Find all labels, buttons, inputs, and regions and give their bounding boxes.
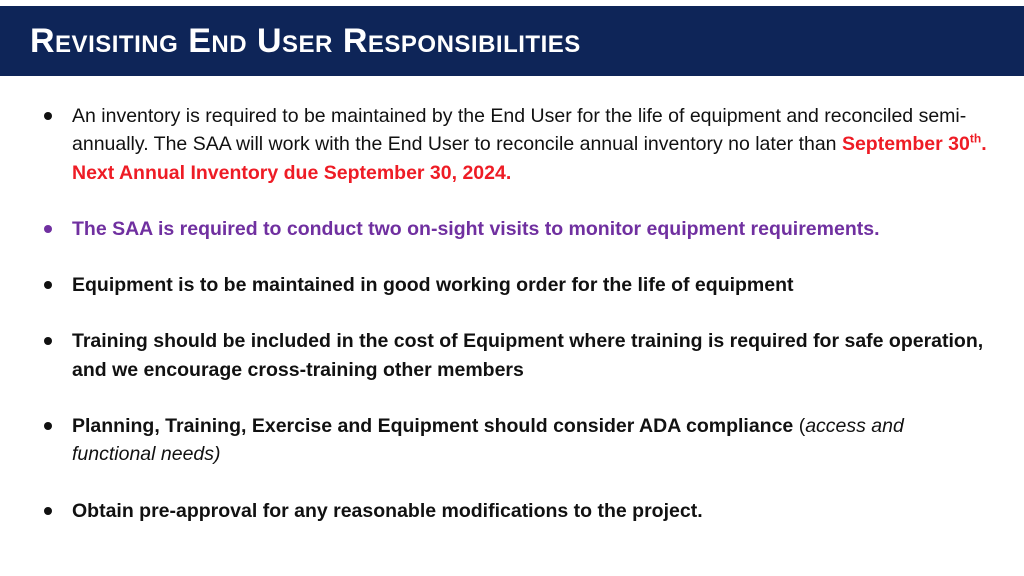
bullet-inventory-date: September 30: [841, 133, 970, 156]
bullet-inventory-date-suffix: th: [969, 131, 982, 146]
bullet-training-text: Training should be included in the cost of Equipment where training is required for safe operation, and we encourage cross-training other members: [72, 330, 984, 381]
page-title: Revisiting End User Responsibilities: [30, 22, 581, 60]
bullet-pre-approval-text: Obtain pre-approval for any reasonable modifications to the project.: [72, 499, 703, 522]
bullet-maintenance: [40, 271, 990, 299]
bullet-site-visits: [40, 215, 990, 243]
bullet-dot-icon: [44, 225, 52, 233]
bullet-site-visits-text: The SAA is required to conduct two on-sight visits to monitor equipment requirements.: [72, 217, 880, 240]
bullet-pre-approval: [40, 497, 990, 525]
bullet-inventory-text: An inventory is required to be maintained by the End User for the life of equipment and reconciled semi-annually. The SAA will work with the End User to reconcile annual inventory no later than: [72, 105, 967, 156]
bullet-ada-paren: (: [793, 415, 806, 438]
bullet-ada-text: Planning, Training, Exercise and Equipment should consider ADA compliance: [72, 415, 794, 438]
bullet-inventory: [40, 102, 990, 187]
bullet-maintenance-text: Equipment is to be maintained in good working order for the life of equipment: [72, 274, 794, 297]
bullet-dot-icon: [44, 281, 52, 289]
bullet-ada-italic: access and functional needs): [72, 415, 904, 466]
title-bar: [0, 6, 1024, 76]
bullet-ada: [40, 412, 990, 469]
bullet-list: [40, 102, 990, 553]
bullet-inventory-due-note: . Next Annual Inventory due September 30, 2024.: [72, 133, 987, 184]
bullet-training: [40, 327, 990, 384]
bullet-dot-icon: [44, 112, 52, 120]
bullet-dot-icon: [44, 337, 52, 345]
bullet-dot-icon: [44, 422, 52, 430]
bullet-dot-icon: [44, 507, 52, 515]
